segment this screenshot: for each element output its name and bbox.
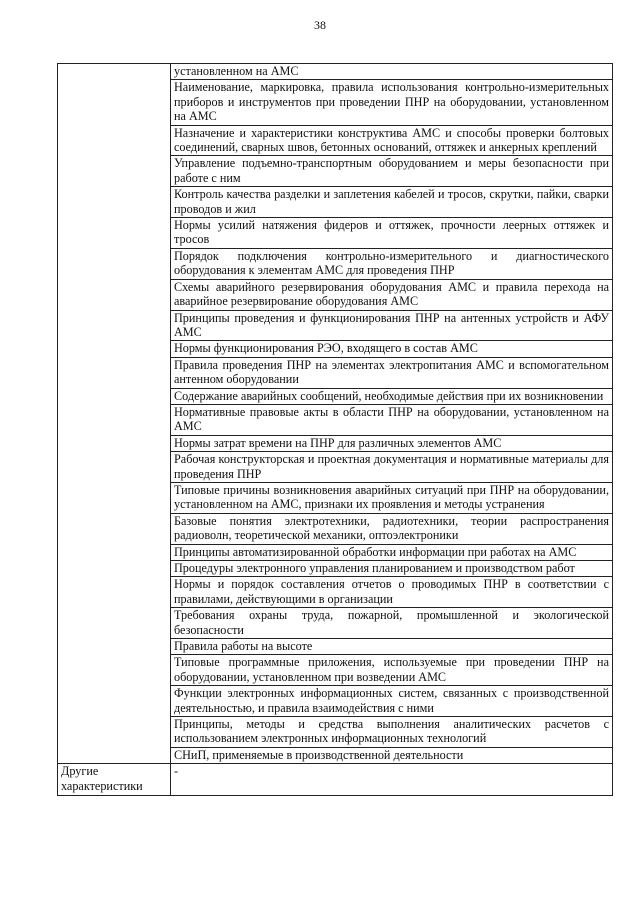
- knowledge-item: Управление подъемно-транспортным оборудованием и меры безопасности при работе с ним: [171, 156, 613, 187]
- knowledge-item: Принципы автоматизированной обработки информации при работах на АМС: [171, 544, 613, 560]
- knowledge-item: Типовые программные приложения, используемые при проведении ПНР на оборудовании, установленном при возведении АМС: [171, 655, 613, 686]
- knowledge-item: Базовые понятия электротехники, радиотехники, теории распространения радиоволн, теоретической механики, оптоэлектроники: [171, 513, 613, 544]
- other-characteristics-value: -: [171, 764, 613, 796]
- row-header-empty: [58, 64, 171, 764]
- knowledge-item: Схемы аварийного резервирования оборудования АМС и правила перехода на аварийное резервирование оборудования АМС: [171, 279, 613, 310]
- page-number: 38: [314, 18, 326, 32]
- knowledge-item: Требования охраны труда, пожарной, промышленной и экологической безопасности: [171, 608, 613, 639]
- knowledge-item: Нормы усилий натяжения фидеров и оттяжек, прочности леерных оттяжек и тросов: [171, 218, 613, 249]
- knowledge-item: Нормы функционирования РЭО, входящего в состав АМС: [171, 341, 613, 357]
- knowledge-item: Порядок подключения контрольно-измерительного и диагностического оборудования к элементам АМС для проведения ПНР: [171, 248, 613, 279]
- knowledge-item: Нормы затрат времени на ПНР для различных элементов АМС: [171, 435, 613, 451]
- table-row: [58, 64, 613, 80]
- knowledge-item: Нормы и порядок составления отчетов о проводимых ПНР в соответствии с правилами, действующими в организации: [171, 577, 613, 608]
- requirements-table-body: [58, 64, 613, 796]
- knowledge-item: Процедуры электронного управления планированием и производством работ: [171, 561, 613, 577]
- knowledge-item: Принципы проведения и функционирования ПНР на антенных устройств и АФУ АМС: [171, 310, 613, 341]
- knowledge-item: Правила проведения ПНР на элементах электропитания АМС и вспомогательном антенном оборудовании: [171, 357, 613, 388]
- knowledge-item: Принципы, методы и средства выполнения аналитических расчетов с использованием электронных информационных технологий: [171, 717, 613, 748]
- other-characteristics-row: [58, 764, 613, 796]
- knowledge-item: установленном на АМС: [171, 64, 613, 80]
- other-characteristics-label: Другие характеристики: [58, 764, 171, 796]
- knowledge-item: Нормативные правовые акты в области ПНР на оборудовании, установленном на АМС: [171, 404, 613, 435]
- knowledge-item: Наименование, маркировка, правила использования контрольно-измерительных приборов и инструментов при проведении ПНР на оборудовании, установленном на АМС: [171, 80, 613, 125]
- knowledge-item: Функции электронных информационных систем, связанных с производственной деятельностью, и правила взаимодействия с ними: [171, 686, 613, 717]
- knowledge-item: Содержание аварийных сообщений, необходимые действия при их возникновении: [171, 388, 613, 404]
- knowledge-item: Рабочая конструкторская и проектная документация и нормативные материалы для проведения ПНР: [171, 452, 613, 483]
- knowledge-item: Типовые причины возникновения аварийных ситуаций при ПНР на оборудовании, установленном на АМС, признаки их проявления и методы устранения: [171, 482, 613, 513]
- knowledge-item: Контроль качества разделки и заплетения кабелей и тросов, скрутки, пайки, сварки проводов и жил: [171, 187, 613, 218]
- knowledge-item: Правила работы на высоте: [171, 639, 613, 655]
- requirements-table: [57, 63, 613, 796]
- knowledge-item: СНиП, применяемые в производственной деятельности: [171, 747, 613, 763]
- knowledge-item: Назначение и характеристики конструктива АМС и способы проверки болтовых соединений, сварных швов, бетонных оснований, оттяжек и анкерных креплений: [171, 125, 613, 156]
